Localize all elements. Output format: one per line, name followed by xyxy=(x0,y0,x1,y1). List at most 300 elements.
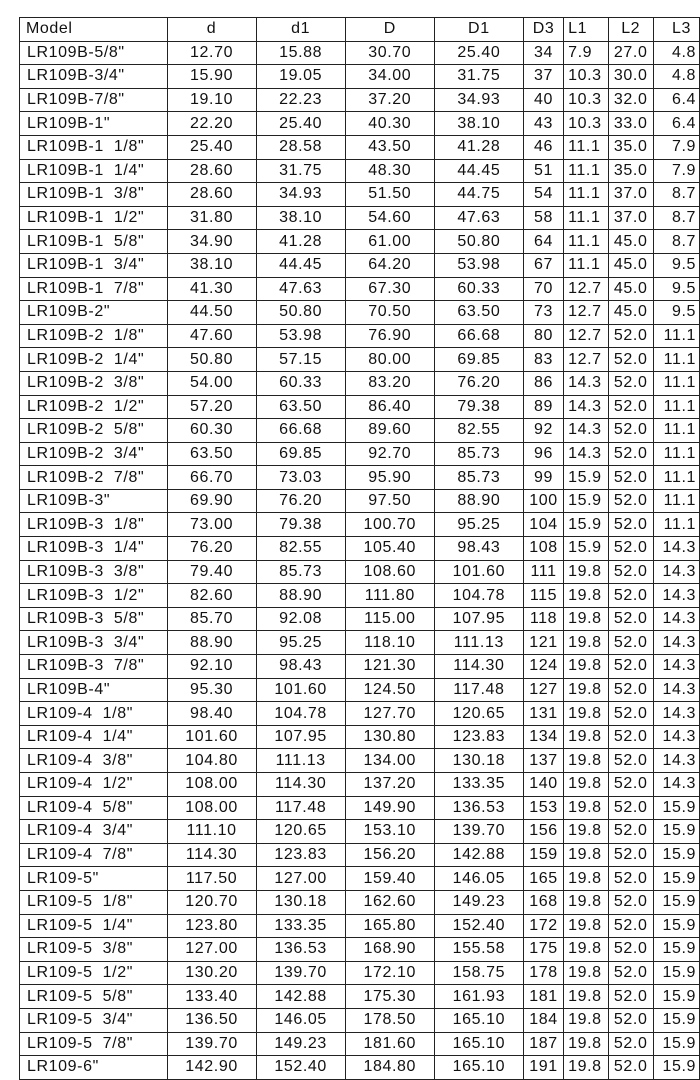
cell-D3: 64 xyxy=(523,230,563,254)
cell-L1: 14.3 xyxy=(564,419,609,443)
cell-L3: 15.9 xyxy=(653,914,699,938)
cell-D1: 76.20 xyxy=(434,371,523,395)
cell-D: 111.80 xyxy=(345,584,434,608)
cell-d: 108.00 xyxy=(167,796,256,820)
cell-L2: 52.0 xyxy=(608,678,653,702)
cell-D: 48.30 xyxy=(345,159,434,183)
cell-d: 139.70 xyxy=(167,1032,256,1056)
cell-L1: 11.1 xyxy=(564,159,609,183)
cell-D3: 100 xyxy=(523,489,563,513)
cell-D1: 25.40 xyxy=(434,41,523,65)
cell-D3: 175 xyxy=(523,938,563,962)
cell-L1: 7.9 xyxy=(564,41,609,65)
cell-D1: 165.10 xyxy=(434,1032,523,1056)
cell-d1: 22.23 xyxy=(256,88,345,112)
cell-D: 118.10 xyxy=(345,631,434,655)
cell-D3: 184 xyxy=(523,1008,563,1032)
cell-L1: 12.7 xyxy=(564,324,609,348)
cell-D3: 118 xyxy=(523,607,563,631)
cell-L1: 14.3 xyxy=(564,371,609,395)
cell-d: 41.30 xyxy=(167,277,256,301)
cell-d: 66.70 xyxy=(167,466,256,490)
cell-D1: 79.38 xyxy=(434,395,523,419)
cell-model: LR109-4 3/4" xyxy=(20,820,168,844)
cell-model: LR109B-3 3/4" xyxy=(20,631,168,655)
cell-d1: 66.68 xyxy=(256,419,345,443)
cell-L2: 52.0 xyxy=(608,702,653,726)
cell-D3: 127 xyxy=(523,678,563,702)
cell-D: 54.60 xyxy=(345,206,434,230)
cell-L2: 52.0 xyxy=(608,1056,653,1080)
cell-D: 89.60 xyxy=(345,419,434,443)
cell-d1: 50.80 xyxy=(256,301,345,325)
table-row xyxy=(20,1032,700,1056)
table-row xyxy=(20,301,700,325)
cell-d: 111.10 xyxy=(167,820,256,844)
cell-model: LR109B-1 7/8" xyxy=(20,277,168,301)
cell-L1: 11.1 xyxy=(564,183,609,207)
cell-model: LR109B-2 1/4" xyxy=(20,348,168,372)
cell-L1: 12.7 xyxy=(564,301,609,325)
table-row xyxy=(20,324,700,348)
cell-D1: 165.10 xyxy=(434,1008,523,1032)
cell-d: 130.20 xyxy=(167,961,256,985)
table-row xyxy=(20,607,700,631)
cell-L3: 14.3 xyxy=(653,655,699,679)
cell-D3: 191 xyxy=(523,1056,563,1080)
cell-d: 69.90 xyxy=(167,489,256,513)
cell-model: LR109B-1 1/8" xyxy=(20,135,168,159)
cell-D3: 40 xyxy=(523,88,563,112)
cell-L1: 19.8 xyxy=(564,1008,609,1032)
cell-D3: 51 xyxy=(523,159,563,183)
cell-L3: 11.1 xyxy=(653,489,699,513)
cell-D: 97.50 xyxy=(345,489,434,513)
cell-L1: 19.8 xyxy=(564,655,609,679)
cell-d: 82.60 xyxy=(167,584,256,608)
cell-D1: 47.63 xyxy=(434,206,523,230)
cell-L1: 15.9 xyxy=(564,513,609,537)
cell-D3: 178 xyxy=(523,961,563,985)
cell-L1: 15.9 xyxy=(564,466,609,490)
cell-d: 54.00 xyxy=(167,371,256,395)
cell-d1: 117.48 xyxy=(256,796,345,820)
cell-L1: 15.9 xyxy=(564,489,609,513)
table-row xyxy=(20,655,700,679)
cell-d1: 101.60 xyxy=(256,678,345,702)
cell-L1: 19.8 xyxy=(564,584,609,608)
cell-model: LR109B-3 3/8" xyxy=(20,560,168,584)
table-row xyxy=(20,513,700,537)
cell-d1: 53.98 xyxy=(256,324,345,348)
cell-d: 88.90 xyxy=(167,631,256,655)
cell-d1: 28.58 xyxy=(256,135,345,159)
cell-model: LR109B-2 1/2" xyxy=(20,395,168,419)
cell-model: LR109-5 1/2" xyxy=(20,961,168,985)
cell-model: LR109-5" xyxy=(20,867,168,891)
cell-L2: 52.0 xyxy=(608,513,653,537)
cell-d: 142.90 xyxy=(167,1056,256,1080)
table-row xyxy=(20,843,700,867)
cell-D1: 31.75 xyxy=(434,65,523,89)
cell-D: 80.00 xyxy=(345,348,434,372)
cell-D1: 66.68 xyxy=(434,324,523,348)
cell-d1: 25.40 xyxy=(256,112,345,136)
cell-D: 86.40 xyxy=(345,395,434,419)
cell-d: 44.50 xyxy=(167,301,256,325)
table-row xyxy=(20,159,700,183)
cell-L3: 14.3 xyxy=(653,607,699,631)
cell-model: LR109B-3/4" xyxy=(20,65,168,89)
cell-D1: 44.75 xyxy=(434,183,523,207)
cell-L1: 19.8 xyxy=(564,843,609,867)
cell-d1: 146.05 xyxy=(256,1008,345,1032)
cell-D3: 168 xyxy=(523,890,563,914)
cell-L1: 19.8 xyxy=(564,631,609,655)
cell-L3: 7.9 xyxy=(653,159,699,183)
cell-D: 105.40 xyxy=(345,537,434,561)
cell-D1: 85.73 xyxy=(434,466,523,490)
cell-D1: 41.28 xyxy=(434,135,523,159)
cell-model: LR109B-2" xyxy=(20,301,168,325)
cell-model: LR109B-3 7/8" xyxy=(20,655,168,679)
cell-d1: 19.05 xyxy=(256,65,345,89)
cell-L1: 11.1 xyxy=(564,135,609,159)
cell-D: 76.90 xyxy=(345,324,434,348)
table-row xyxy=(20,796,700,820)
cell-L1: 12.7 xyxy=(564,348,609,372)
table-row xyxy=(20,938,700,962)
cell-L3: 7.9 xyxy=(653,135,699,159)
cell-L3: 15.9 xyxy=(653,867,699,891)
cell-d: 28.60 xyxy=(167,183,256,207)
cell-model: LR109B-1 1/4" xyxy=(20,159,168,183)
cell-L2: 52.0 xyxy=(608,961,653,985)
cell-L2: 52.0 xyxy=(608,749,653,773)
table-row xyxy=(20,442,700,466)
cell-D3: 140 xyxy=(523,773,563,797)
table-body xyxy=(20,41,700,1079)
cell-D1: 133.35 xyxy=(434,773,523,797)
cell-d: 57.20 xyxy=(167,395,256,419)
cell-D3: 172 xyxy=(523,914,563,938)
cell-L1: 12.7 xyxy=(564,277,609,301)
cell-L2: 52.0 xyxy=(608,985,653,1009)
table-row xyxy=(20,206,700,230)
cell-D: 67.30 xyxy=(345,277,434,301)
cell-d1: 76.20 xyxy=(256,489,345,513)
cell-d: 31.80 xyxy=(167,206,256,230)
cell-L2: 52.0 xyxy=(608,560,653,584)
cell-L2: 52.0 xyxy=(608,631,653,655)
cell-d1: 139.70 xyxy=(256,961,345,985)
table-row xyxy=(20,867,700,891)
cell-d: 25.40 xyxy=(167,135,256,159)
table-row xyxy=(20,88,700,112)
cell-d1: 136.53 xyxy=(256,938,345,962)
spec-table xyxy=(19,17,700,1080)
cell-L1: 19.8 xyxy=(564,985,609,1009)
cell-model: LR109B-3 1/2" xyxy=(20,584,168,608)
cell-L1: 19.8 xyxy=(564,796,609,820)
cell-D: 175.30 xyxy=(345,985,434,1009)
cell-L3: 11.1 xyxy=(653,348,699,372)
cell-D: 184.80 xyxy=(345,1056,434,1080)
table-row xyxy=(20,65,700,89)
cell-D3: 108 xyxy=(523,537,563,561)
cell-L3: 15.9 xyxy=(653,820,699,844)
cell-d1: 38.10 xyxy=(256,206,345,230)
cell-L3: 11.1 xyxy=(653,442,699,466)
cell-D: 95.90 xyxy=(345,466,434,490)
cell-D1: 155.58 xyxy=(434,938,523,962)
cell-model: LR109-4 3/8" xyxy=(20,749,168,773)
cell-D3: 58 xyxy=(523,206,563,230)
cell-model: LR109-5 5/8" xyxy=(20,985,168,1009)
cell-D3: 89 xyxy=(523,395,563,419)
cell-D: 124.50 xyxy=(345,678,434,702)
cell-L2: 37.0 xyxy=(608,206,653,230)
cell-D: 37.20 xyxy=(345,88,434,112)
cell-L3: 6.4 xyxy=(653,112,699,136)
cell-D: 162.60 xyxy=(345,890,434,914)
cell-L1: 19.8 xyxy=(564,890,609,914)
cell-D: 30.70 xyxy=(345,41,434,65)
cell-L3: 11.1 xyxy=(653,371,699,395)
cell-D1: 165.10 xyxy=(434,1056,523,1080)
column-header-d: d xyxy=(167,18,256,42)
table-row xyxy=(20,1056,700,1080)
column-header-L3: L3 xyxy=(653,18,699,42)
cell-D1: 101.60 xyxy=(434,560,523,584)
cell-model: LR109-5 1/4" xyxy=(20,914,168,938)
cell-D3: 124 xyxy=(523,655,563,679)
cell-L1: 19.8 xyxy=(564,1056,609,1080)
cell-d1: 47.63 xyxy=(256,277,345,301)
table-row xyxy=(20,584,700,608)
cell-d: 38.10 xyxy=(167,253,256,277)
cell-D1: 114.30 xyxy=(434,655,523,679)
cell-D: 64.20 xyxy=(345,253,434,277)
table-row xyxy=(20,419,700,443)
cell-D3: 156 xyxy=(523,820,563,844)
cell-d1: 123.83 xyxy=(256,843,345,867)
cell-d1: 107.95 xyxy=(256,725,345,749)
cell-D: 156.20 xyxy=(345,843,434,867)
cell-d1: 44.45 xyxy=(256,253,345,277)
table-row xyxy=(20,537,700,561)
cell-D3: 67 xyxy=(523,253,563,277)
cell-L2: 52.0 xyxy=(608,489,653,513)
cell-D1: 34.93 xyxy=(434,88,523,112)
cell-L2: 52.0 xyxy=(608,843,653,867)
cell-d: 22.20 xyxy=(167,112,256,136)
cell-L2: 52.0 xyxy=(608,395,653,419)
table-row xyxy=(20,702,700,726)
cell-d1: 130.18 xyxy=(256,890,345,914)
table-row xyxy=(20,348,700,372)
cell-L1: 15.9 xyxy=(564,537,609,561)
cell-d1: 114.30 xyxy=(256,773,345,797)
cell-model: LR109-5 3/8" xyxy=(20,938,168,962)
cell-D1: 63.50 xyxy=(434,301,523,325)
cell-d1: 95.25 xyxy=(256,631,345,655)
cell-D1: 69.85 xyxy=(434,348,523,372)
cell-L3: 6.4 xyxy=(653,88,699,112)
cell-d: 123.80 xyxy=(167,914,256,938)
cell-D3: 181 xyxy=(523,985,563,1009)
column-header-L2: L2 xyxy=(608,18,653,42)
table-row xyxy=(20,961,700,985)
cell-D3: 111 xyxy=(523,560,563,584)
cell-D1: 161.93 xyxy=(434,985,523,1009)
table-row xyxy=(20,489,700,513)
cell-model: LR109-6" xyxy=(20,1056,168,1080)
cell-D: 159.40 xyxy=(345,867,434,891)
cell-L2: 32.0 xyxy=(608,88,653,112)
cell-D: 127.70 xyxy=(345,702,434,726)
cell-model: LR109B-1" xyxy=(20,112,168,136)
table-row xyxy=(20,277,700,301)
cell-model: LR109B-2 3/4" xyxy=(20,442,168,466)
cell-L3: 8.7 xyxy=(653,206,699,230)
cell-d1: 127.00 xyxy=(256,867,345,891)
cell-D3: 99 xyxy=(523,466,563,490)
cell-d: 127.00 xyxy=(167,938,256,962)
cell-d: 15.90 xyxy=(167,65,256,89)
cell-D: 181.60 xyxy=(345,1032,434,1056)
table-row xyxy=(20,1008,700,1032)
table-row xyxy=(20,112,700,136)
cell-L1: 19.8 xyxy=(564,1032,609,1056)
cell-L2: 52.0 xyxy=(608,1032,653,1056)
cell-L2: 52.0 xyxy=(608,324,653,348)
cell-d: 60.30 xyxy=(167,419,256,443)
cell-d1: 15.88 xyxy=(256,41,345,65)
cell-d1: 82.55 xyxy=(256,537,345,561)
cell-L1: 19.8 xyxy=(564,938,609,962)
cell-model: LR109B-7/8" xyxy=(20,88,168,112)
cell-model: LR109B-3 5/8" xyxy=(20,607,168,631)
table-row xyxy=(20,985,700,1009)
cell-model: LR109B-1 1/2" xyxy=(20,206,168,230)
cell-L3: 14.3 xyxy=(653,560,699,584)
cell-d1: 120.65 xyxy=(256,820,345,844)
cell-L2: 45.0 xyxy=(608,253,653,277)
cell-L3: 15.9 xyxy=(653,843,699,867)
table-row xyxy=(20,371,700,395)
cell-model: LR109-4 1/2" xyxy=(20,773,168,797)
cell-L1: 19.8 xyxy=(564,773,609,797)
cell-d1: 149.23 xyxy=(256,1032,345,1056)
cell-model: LR109-5 3/4" xyxy=(20,1008,168,1032)
cell-D: 108.60 xyxy=(345,560,434,584)
cell-D1: 95.25 xyxy=(434,513,523,537)
cell-L2: 37.0 xyxy=(608,183,653,207)
cell-D1: 120.65 xyxy=(434,702,523,726)
cell-d: 19.10 xyxy=(167,88,256,112)
cell-D: 83.20 xyxy=(345,371,434,395)
cell-D3: 54 xyxy=(523,183,563,207)
column-header-model: Model xyxy=(20,18,168,42)
cell-D3: 153 xyxy=(523,796,563,820)
cell-L1: 19.8 xyxy=(564,961,609,985)
cell-d: 12.70 xyxy=(167,41,256,65)
cell-model: LR109B-4" xyxy=(20,678,168,702)
table-row xyxy=(20,631,700,655)
cell-d1: 98.43 xyxy=(256,655,345,679)
table-row xyxy=(20,466,700,490)
cell-model: LR109-5 1/8" xyxy=(20,890,168,914)
cell-D3: 165 xyxy=(523,867,563,891)
cell-L2: 52.0 xyxy=(608,371,653,395)
cell-D: 134.00 xyxy=(345,749,434,773)
table-row xyxy=(20,749,700,773)
table-row xyxy=(20,395,700,419)
cell-D3: 80 xyxy=(523,324,563,348)
cell-model: LR109-4 7/8" xyxy=(20,843,168,867)
cell-L3: 14.3 xyxy=(653,702,699,726)
cell-L2: 45.0 xyxy=(608,301,653,325)
cell-D3: 104 xyxy=(523,513,563,537)
cell-L1: 14.3 xyxy=(564,442,609,466)
cell-D: 153.10 xyxy=(345,820,434,844)
cell-D1: 117.48 xyxy=(434,678,523,702)
cell-D3: 73 xyxy=(523,301,563,325)
cell-d: 63.50 xyxy=(167,442,256,466)
cell-d: 85.70 xyxy=(167,607,256,631)
cell-model: LR109-4 5/8" xyxy=(20,796,168,820)
cell-L2: 52.0 xyxy=(608,419,653,443)
cell-d1: 63.50 xyxy=(256,395,345,419)
cell-L2: 52.0 xyxy=(608,466,653,490)
cell-D: 34.00 xyxy=(345,65,434,89)
column-header-d1: d1 xyxy=(256,18,345,42)
cell-d: 120.70 xyxy=(167,890,256,914)
cell-model: LR109B-3 1/4" xyxy=(20,537,168,561)
table-row xyxy=(20,560,700,584)
cell-D3: 134 xyxy=(523,725,563,749)
cell-d: 136.50 xyxy=(167,1008,256,1032)
cell-model: LR109B-1 3/4" xyxy=(20,253,168,277)
cell-L3: 14.3 xyxy=(653,773,699,797)
cell-D: 70.50 xyxy=(345,301,434,325)
table-row xyxy=(20,725,700,749)
cell-d1: 31.75 xyxy=(256,159,345,183)
cell-D1: 50.80 xyxy=(434,230,523,254)
cell-d1: 69.85 xyxy=(256,442,345,466)
cell-L2: 52.0 xyxy=(608,773,653,797)
cell-L2: 52.0 xyxy=(608,1008,653,1032)
cell-d: 101.60 xyxy=(167,725,256,749)
cell-L3: 15.9 xyxy=(653,890,699,914)
cell-D1: 107.95 xyxy=(434,607,523,631)
cell-D1: 149.23 xyxy=(434,890,523,914)
cell-L1: 11.1 xyxy=(564,253,609,277)
cell-L3: 15.9 xyxy=(653,1008,699,1032)
cell-model: LR109B-1 5/8" xyxy=(20,230,168,254)
cell-model: LR109B-2 7/8" xyxy=(20,466,168,490)
cell-d: 28.60 xyxy=(167,159,256,183)
cell-L2: 33.0 xyxy=(608,112,653,136)
cell-L3: 11.1 xyxy=(653,419,699,443)
cell-d: 92.10 xyxy=(167,655,256,679)
cell-D1: 142.88 xyxy=(434,843,523,867)
cell-L2: 52.0 xyxy=(608,725,653,749)
cell-D3: 92 xyxy=(523,419,563,443)
cell-D: 130.80 xyxy=(345,725,434,749)
cell-L1: 10.3 xyxy=(564,88,609,112)
